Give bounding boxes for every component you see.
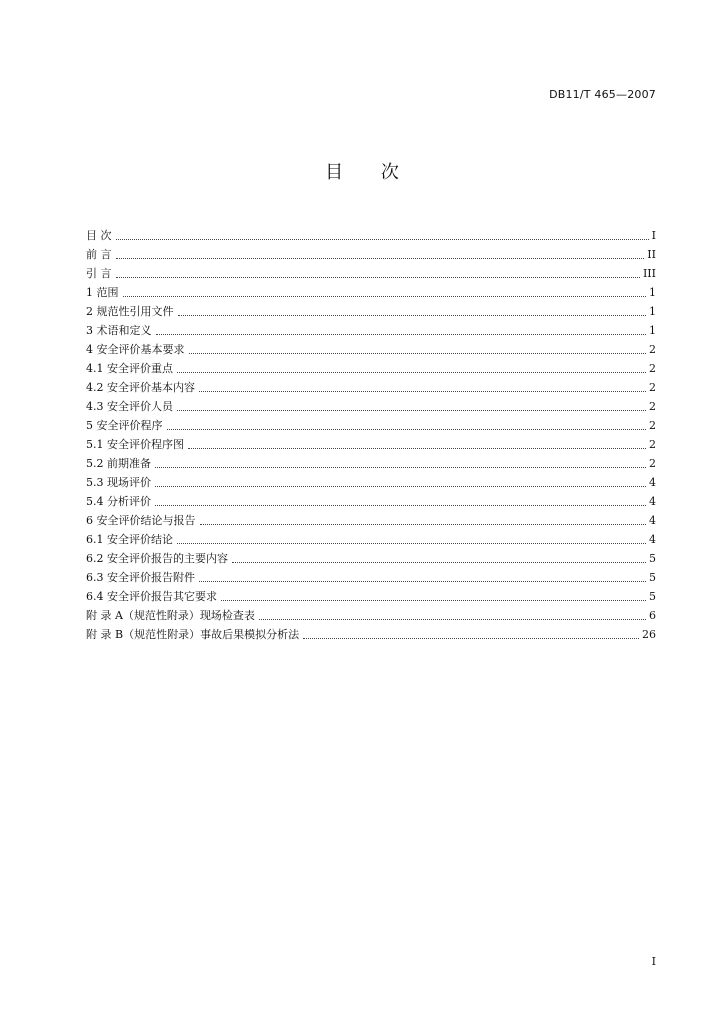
dot-leader <box>177 372 646 373</box>
dot-leader <box>199 581 646 582</box>
toc-entry-label: 6.4 安全评价报告其它要求 <box>86 590 217 603</box>
toc-entry-label: 5 安全评价程序 <box>86 419 163 432</box>
toc-entry[interactable] <box>86 566 656 585</box>
toc-entry[interactable] <box>86 376 656 395</box>
toc-entry[interactable] <box>86 414 656 433</box>
toc-entry[interactable] <box>86 490 656 509</box>
toc-entry-page: 4 <box>649 476 656 489</box>
toc-entry-page: 2 <box>649 419 656 432</box>
toc-entry[interactable] <box>86 395 656 414</box>
toc-entry-page: 6 <box>649 609 656 622</box>
dot-leader <box>167 429 647 430</box>
toc-entry[interactable] <box>86 585 656 604</box>
toc-entry-label: 5.4 分析评价 <box>86 495 151 508</box>
toc-entry-label: 4.3 安全评价人员 <box>86 400 173 413</box>
toc-entry-page: 2 <box>649 381 656 394</box>
toc-entry[interactable] <box>86 433 656 452</box>
dot-leader <box>177 543 646 544</box>
dot-leader <box>188 448 646 449</box>
standard-code: DB11/T 465—2007 <box>549 88 656 101</box>
toc-entry[interactable] <box>86 319 656 338</box>
toc-entry-label: 3 术语和定义 <box>86 324 152 337</box>
toc-entry[interactable] <box>86 604 656 623</box>
toc-entry-label: 6.3 安全评价报告附件 <box>86 571 195 584</box>
toc-entry-label: 附 录 B（规范性附录）事故后果模拟分析法 <box>86 628 300 641</box>
dot-leader <box>116 239 649 240</box>
dot-leader <box>189 353 647 354</box>
toc-entry-page: 4 <box>649 533 656 546</box>
toc-entry-page: III <box>642 267 656 280</box>
toc-entry-label: 4 安全评价基本要求 <box>86 343 185 356</box>
toc-entry-label: 6.2 安全评价报告的主要内容 <box>86 552 228 565</box>
toc-entry-page: 2 <box>649 400 656 413</box>
toc-entry-page: II <box>647 248 656 261</box>
toc-entry[interactable] <box>86 471 656 490</box>
dot-leader <box>177 410 646 411</box>
toc-entry-page: 2 <box>649 438 656 451</box>
toc-entry-label: 5.3 现场评价 <box>86 476 151 489</box>
toc-entry-label: 6 安全评价结论与报告 <box>86 514 196 527</box>
toc-entry-label: 目 次 <box>86 229 112 242</box>
toc-entry-page: 2 <box>649 457 656 470</box>
page-number: I <box>651 955 656 968</box>
toc-entry-page: 5 <box>649 552 656 565</box>
dot-leader <box>116 277 640 278</box>
toc-entry[interactable] <box>86 528 656 547</box>
table-of-contents <box>86 224 656 642</box>
dot-leader <box>155 505 646 506</box>
dot-leader <box>116 258 645 259</box>
toc-entry-page: 4 <box>649 495 656 508</box>
toc-entry-page: 1 <box>649 305 656 318</box>
dot-leader <box>221 600 646 601</box>
toc-entry-page: 2 <box>649 343 656 356</box>
dot-leader <box>199 391 646 392</box>
toc-entry-label: 引 言 <box>86 267 112 280</box>
toc-entry[interactable] <box>86 547 656 566</box>
dot-leader <box>259 619 646 620</box>
dot-leader <box>155 467 646 468</box>
toc-entry-label: 2 规范性引用文件 <box>86 305 174 318</box>
toc-entry[interactable] <box>86 357 656 376</box>
dot-leader <box>200 524 647 525</box>
dot-leader <box>156 334 647 335</box>
toc-entry-label: 4.1 安全评价重点 <box>86 362 173 375</box>
toc-entry[interactable] <box>86 509 656 528</box>
toc-entry-page: 5 <box>649 590 656 603</box>
toc-entry[interactable] <box>86 452 656 471</box>
toc-title: 目 次 <box>325 162 399 183</box>
toc-entry-page: 5 <box>649 571 656 584</box>
toc-entry-label: 前 言 <box>86 248 112 261</box>
toc-entry[interactable] <box>86 224 656 243</box>
toc-entry-page: I <box>651 229 656 242</box>
toc-entry-label: 6.1 安全评价结论 <box>86 533 173 546</box>
toc-entry-label: 5.1 安全评价程序图 <box>86 438 184 451</box>
toc-entry-label: 4.2 安全评价基本内容 <box>86 381 195 394</box>
toc-entry[interactable] <box>86 281 656 300</box>
toc-entry-label: 5.2 前期准备 <box>86 457 151 470</box>
toc-entry-page: 1 <box>649 324 656 337</box>
dot-leader <box>123 296 647 297</box>
toc-entry-page: 1 <box>649 286 656 299</box>
toc-entry[interactable] <box>86 262 656 281</box>
dot-leader <box>178 315 647 316</box>
dot-leader <box>303 638 639 639</box>
toc-entry[interactable] <box>86 243 656 262</box>
toc-entry-page: 2 <box>649 362 656 375</box>
toc-entry[interactable] <box>86 623 656 642</box>
toc-entry-label: 1 范围 <box>86 286 119 299</box>
dot-leader <box>232 562 646 563</box>
toc-entry-label: 附 录 A（规范性附录）现场检查表 <box>86 609 255 622</box>
toc-entry[interactable] <box>86 300 656 319</box>
toc-entry[interactable] <box>86 338 656 357</box>
dot-leader <box>155 486 646 487</box>
toc-entry-page: 26 <box>642 628 656 641</box>
toc-entry-page: 4 <box>649 514 656 527</box>
